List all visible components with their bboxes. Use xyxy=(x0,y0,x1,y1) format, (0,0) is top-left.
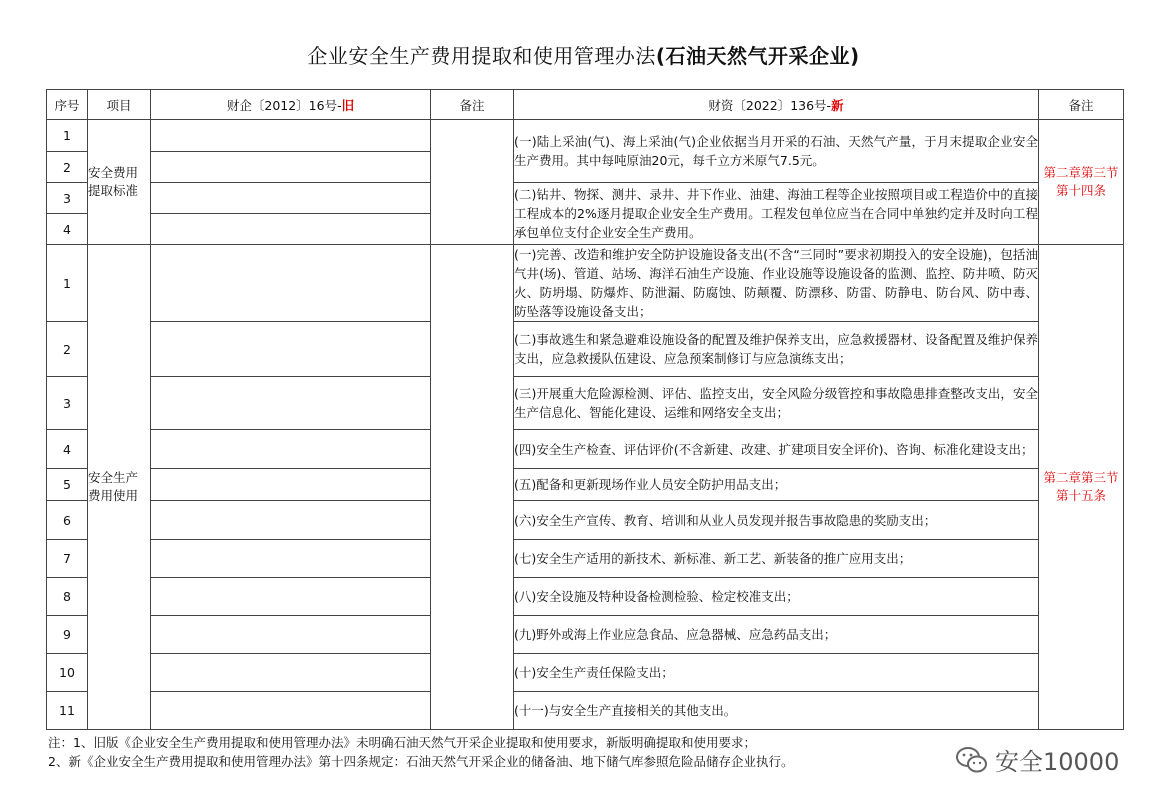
table-row xyxy=(47,469,1124,501)
row-number: 1 xyxy=(47,245,88,322)
section1-content-1: (一)陆上采油(气)、海上采油(气)企业依据当月开采的石油、天然气产量，于月末提取企业安全生产费用。其中每吨原油20元，每千立方米原气7.5元。 xyxy=(514,120,1039,183)
row-number: 11 xyxy=(47,692,88,730)
table-row xyxy=(47,183,1124,214)
old-cell xyxy=(151,430,431,469)
title-sub: (石油天然气开采企业) xyxy=(655,44,860,68)
section2-content: (八)安全设施及特种设备检测检验、检定校准支出； xyxy=(514,578,1039,616)
row-number: 4 xyxy=(47,430,88,469)
row-number: 3 xyxy=(47,183,88,214)
old-cell xyxy=(151,183,431,214)
comparison-table xyxy=(46,89,1124,730)
section2-content: (一)完善、改造和维护安全防护设施设备支出(不含“三同时”要求初期投入的安全设施)，包括油气井(场)、管道、站场、海洋石油生产设施、作业设施等设施设备的监测、监控、防井喷、防灭火、防坍塌、防爆炸、防泄漏、防腐蚀、防颠覆、防漂移、防雷、防静电、防台风、防中毒、防坠落等设施设备支出； xyxy=(514,245,1039,322)
section2-content: (六)安全生产宣传、教育、培训和从业人员发现并报告事故隐患的奖励支出； xyxy=(514,501,1039,540)
row-number: 7 xyxy=(47,540,88,578)
section2-content: (九)野外或海上作业应急食品、应急器械、应急药品支出； xyxy=(514,616,1039,654)
title-main: 企业安全生产费用提取和使用管理办法 xyxy=(307,44,656,68)
row-number: 2 xyxy=(47,322,88,377)
table-header-row xyxy=(47,90,1124,120)
old-cell xyxy=(151,245,431,322)
old-cell xyxy=(151,152,431,183)
old-cell xyxy=(151,692,431,730)
table-row xyxy=(47,430,1124,469)
note1-cell xyxy=(431,245,514,730)
header-item: 项目 xyxy=(88,90,151,120)
old-cell xyxy=(151,654,431,692)
note1-cell xyxy=(431,120,514,245)
row-number: 2 xyxy=(47,152,88,183)
row-number: 4 xyxy=(47,214,88,245)
watermark-text: 安全10000 xyxy=(995,748,1120,776)
header-old-doc-text: 财企〔2012〕16号- xyxy=(226,97,342,113)
header-old-doc xyxy=(151,90,431,120)
old-cell xyxy=(151,540,431,578)
section2-content: (五)配备和更新现场作业人员安全防护用品支出； xyxy=(514,469,1039,501)
table-row xyxy=(47,501,1124,540)
footnote-1: 注：1、旧版《企业安全生产费用提取和使用管理办法》未明确石油天然气开采企业提取和使用要求，新版明确提取和使用要求； xyxy=(48,735,756,750)
section2-content: (四)安全生产检查、评估评价(不含新建、改建、扩建项目安全评价)、咨询、标准化建设支出； xyxy=(514,430,1039,469)
old-cell xyxy=(151,501,431,540)
page-title xyxy=(0,40,1167,69)
section2-content: (三)开展重大危险源检测、评估、监控支出，安全风险分级管控和事故隐患排查整改支出，安全生产信息化、智能化建设、运维和网络安全支出； xyxy=(514,377,1039,430)
section2-note: 第二章第三节第十五条 xyxy=(1039,245,1124,730)
old-cell xyxy=(151,322,431,377)
header-note-2: 备注 xyxy=(1039,90,1124,120)
wechat-icon xyxy=(955,745,989,775)
row-number: 1 xyxy=(47,120,88,152)
header-new-doc xyxy=(514,90,1039,120)
old-cell xyxy=(151,469,431,501)
header-old-tag: 旧 xyxy=(341,97,355,113)
header-new-doc-text: 财资〔2022〕136号- xyxy=(708,97,832,113)
table-row xyxy=(47,692,1124,730)
old-cell xyxy=(151,578,431,616)
table-row xyxy=(47,654,1124,692)
table-row xyxy=(47,322,1124,377)
footnote-2: 2、新《企业安全生产费用提取和使用管理办法》第十四条规定：石油天然气开采企业的储备油、地下储气库参照危险品储存企业执行。 xyxy=(48,754,794,769)
table-row xyxy=(47,245,1124,322)
section2-content: (十)安全生产责任保险支出； xyxy=(514,654,1039,692)
table-row xyxy=(47,377,1124,430)
section2-content: (七)安全生产适用的新技术、新标准、新工艺、新装备的推广应用支出； xyxy=(514,540,1039,578)
row-number: 10 xyxy=(47,654,88,692)
row-number: 5 xyxy=(47,469,88,501)
old-cell xyxy=(151,120,431,152)
table-row xyxy=(47,616,1124,654)
header-new-tag: 新 xyxy=(831,97,844,113)
table-row xyxy=(47,578,1124,616)
old-cell xyxy=(151,214,431,245)
watermark xyxy=(955,742,1119,777)
row-number: 8 xyxy=(47,578,88,616)
section2-content: (二)事故逃生和紧急避难设施设备的配置及维护保养支出，应急救援器材、设备配置及维护保养支出，应急救援队伍建设、应急预案制修订与应急演练支出； xyxy=(514,322,1039,377)
old-cell xyxy=(151,377,431,430)
section1-item: 安全费用提取标准 xyxy=(88,120,151,245)
table-row xyxy=(47,540,1124,578)
section2-content: (十一)与安全生产直接相关的其他支出。 xyxy=(514,692,1039,730)
row-number: 6 xyxy=(47,501,88,540)
header-note-1: 备注 xyxy=(431,90,514,120)
old-cell xyxy=(151,616,431,654)
row-number: 3 xyxy=(47,377,88,430)
header-seq: 序号 xyxy=(47,90,88,120)
table-row xyxy=(47,120,1124,152)
section1-content-2: (二)钻井、物探、测井、录井、井下作业、油建、海油工程等企业按照项目或工程造价中的直接工程成本的2%逐月提取企业安全生产费用。工程发包单位应当在合同中单独约定并及时向工程承包单位支付企业安全生产费用。 xyxy=(514,183,1039,245)
section1-note: 第二章第三节第十四条 xyxy=(1039,120,1124,245)
section2-item: 安全生产费用使用 xyxy=(88,245,151,730)
row-number: 9 xyxy=(47,616,88,654)
